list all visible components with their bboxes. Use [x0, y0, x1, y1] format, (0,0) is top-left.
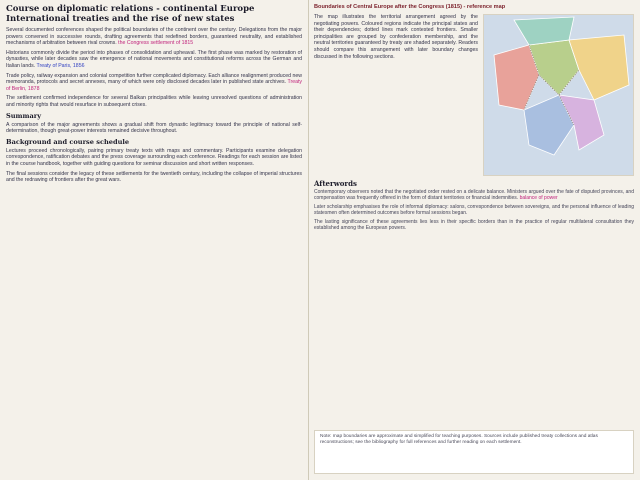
highlight-1[interactable]: the Congress settlement of 1815	[118, 40, 194, 47]
section-2-paragraph-b: The final sessions consider the legacy of these settlements for the twentieth century, including the collapse of imperial structures and the redrawing of frontiers after the great wars.	[6, 170, 302, 184]
highlight-2[interactable]: Treaty of Paris, 1856	[36, 62, 85, 69]
body-paragraph-1: Historians commonly divide the period into phases of consolidation and upheaval. The first phase was marked by restoration of dynasties, while later decades saw the emergence of national movements and constitutional reforms across the German and Italian lands. Treaty of Paris, 1856	[6, 49, 302, 69]
figure-row	[314, 14, 634, 176]
body-paragraph-3: The settlement confirmed independence for several Balkan principalities while leaving unresolved questions of administration and minority rights that would resurface in subsequent crises.	[6, 95, 302, 108]
title-line-2: International treaties and the rise of new states	[6, 14, 235, 24]
section-1-heading: Summary	[6, 111, 42, 120]
document-title	[6, 4, 302, 24]
footnote-box: Note: map boundaries are approximate and simplified for teaching purposes. Sources include published treaty collections and atlas reconstructions; see the bibliography for full references and further reading on each settlement.	[314, 430, 634, 474]
title-line-1: Course on diplomatic relations - continental Europe	[6, 4, 255, 14]
figure-caption: Boundaries of Central Europe after the Congress (1815) - reference map	[314, 4, 506, 10]
afterwords-highlight[interactable]: balance of power	[519, 195, 558, 202]
afterwords-paragraph-1: Contemporary observers noted that the negotiated order rested on a delicate balance. Ministers argued over the fate of disputed provinces, and compensation was frequently offered in the form of distant territories or financial indemnities. balance of power	[314, 189, 634, 202]
map-graphic	[484, 15, 634, 175]
europe-map[interactable]	[483, 14, 634, 176]
section-2-paragraph: Lectures proceed chronologically, pairing primary treaty texts with maps and commentary. Participants examine delegation correspondence, ratification debates and the press coverage surrounding each conference. Readings for each session are listed in the course handbook, together with guiding questions for seminar discussion and short written responses.	[6, 147, 302, 167]
section-1-paragraph: A comparison of the major agreements shows a gradual shift from dynastic legitimacy toward the principle of national self-determination, though great-power interests remained decisive throughout.	[6, 121, 302, 135]
section-2-heading: Background and course schedule	[6, 137, 130, 146]
afterwords-paragraph-2: Later scholarship emphasises the role of informal diplomacy: salons, correspondence between sovereigns, and the personal influence of leading statesmen often determined outcomes before formal sessions began.	[314, 203, 634, 217]
intro-paragraph: Several documented conferences shaped the political boundaries of the continent over the century. Delegations from the major powers convened in successive rounds, drafting agreements that redefined borders, guaranteed neutrality, and established mechanisms of arbitration between rival crowns. the Congress settlement of 1815	[6, 27, 302, 47]
body-paragraph-2: Trade policy, railway expansion and colonial competition further complicated diplomacy. Each alliance realignment produced new memoranda, protocols and secret annexes, many of which were only disclosed decades later in published state archives. Treaty of Berlin, 1878	[6, 72, 302, 92]
highlight-3[interactable]: Treaty of Berlin, 1878	[6, 79, 302, 92]
figure-description: The map illustrates the territorial arrangement agreed by the negotiating powers. Coloured regions indicate the principal states and their dependencies; dotted lines mark contested frontiers. Smaller principalities are grouped by confederation membership, and the neutral territories guaranteed by treaty are shaded separately. Readers should compare this arrangement with later boundary changes discussed in the following sections.	[314, 14, 478, 60]
afterwords-paragraph-3: The lasting significance of these agreements lies less in their specific borders than in the practice of regular multilateral consultation they established among the European powers.	[314, 218, 634, 232]
right-column	[308, 0, 640, 480]
left-column	[0, 0, 308, 480]
afterwords-heading: Afterwords	[314, 179, 357, 188]
